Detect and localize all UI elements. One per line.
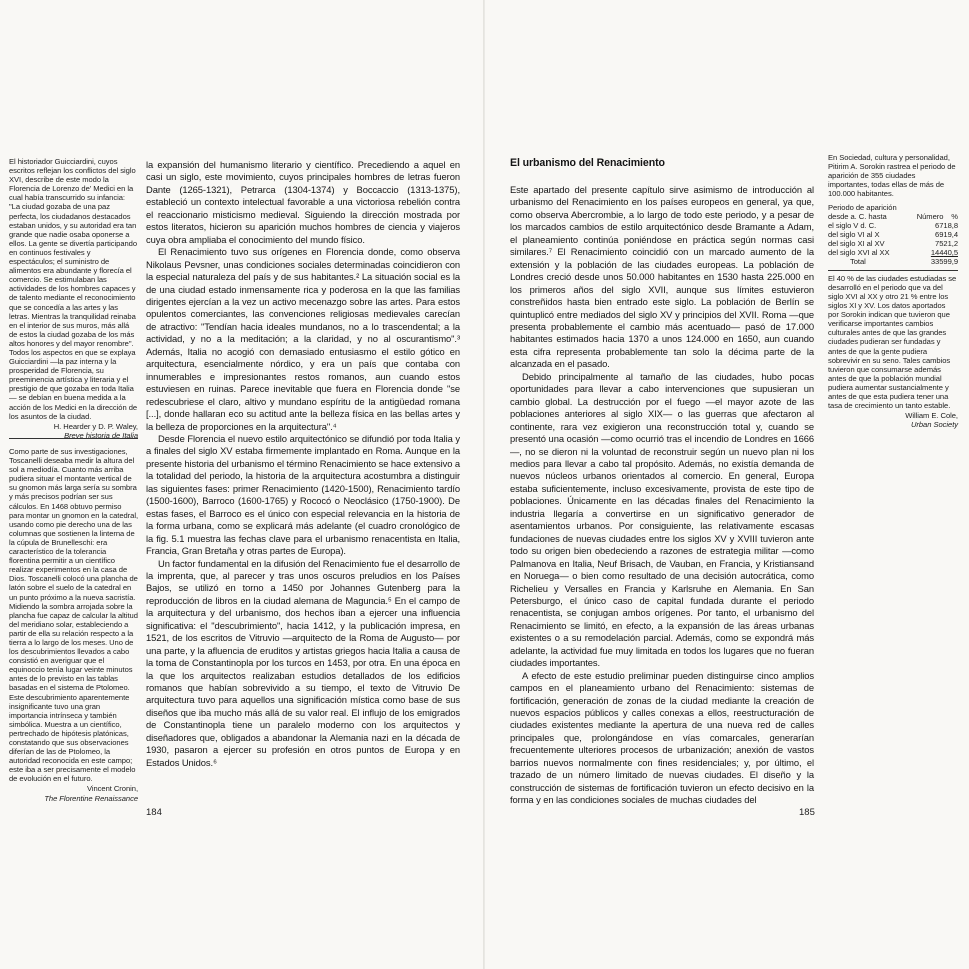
table-cell-number: 75: [935, 239, 944, 249]
cities-period-table: [828, 204, 958, 266]
attribution-author: William E. Cole,: [905, 411, 958, 421]
body-paragraph: la expansión del humanismo literario y científico. Precediendo a aquel en casi un siglo, este movimiento, cuyos principales hombres de letras fueron Dante (1265-1321), Petrarca (1304-1374) y Boccaccio (1313-1375), estableció un contexto intelectual favorable a una victoriosa rebelión contra el reaccionario misticismo medieval. Siguiendo la dirección mostrada por estos literatos, hicieron su aparición muchos hombres de ciencia y viajeros cuya obra ampliaba el conocimiento del mundo físico.: [146, 159, 460, 245]
table-header-period: Periodo de aparición desde a. C. hasta: [828, 203, 897, 222]
margin-note-text: El 40 % de las ciudades estudiadas se desarrolló en el periodo que va del siglo XVI al XX y otro 21 % entre los siglos XI y XV. Los datos aportados por Sorokin indican que tuvieron que verificarse importantes cambios culturales antes de que las grandes ciudades pudieran ser fundadas y antes de que la gente pudiera sobrevivir en su seno. Tales cambios tuvieron que consumarse además antes de que la población mundial pudiera aumentar sustancialmente y antes de que esta pudiera tener una tasa de crecimiento un tanto estable.: [828, 273, 957, 411]
table-total-number: 335: [930, 256, 944, 266]
table-cell-percent: 19,4: [943, 230, 958, 240]
right-main-text: [510, 157, 814, 807]
body-paragraph: El Renacimiento tuvo sus orígenes en Florencia donde, como observa Nikolaus Pevsner, unas condiciones sociales determinadas coincidieron con la especial naturaleza del país y de sus habitantes.² La situación social es la de una ciudad estado inmensamente rica y poderosa en la que las familias dirigentes ejercían a la vez un activo mecenazgo sobre las artes. Para estos opulentos comerciantes, las convenciones religiosas medievales carecían de atractivo: "Tendían hacia ideales mundanos, no a lo trascendental; a la actividad, y no a la meditación; a la claridad, y no al oscurantismo".³ Además, Italia no acogió con demasiado entusiasmo el estilo gótico en arquitectura, esencialmente nórdico, y era un país que contaba con innumerables e impresionantes restos romanos, aun cuando estos estuviesen en ruinas. Parece inevitable que fuera en Florencia donde "se redescubriese el claro, altivo y mundano espíritu de la antigüedad romana [...], donde hallaran eco su actitud ante la belleza física en las bellas artes y la belleza de proporciones en la arquitectura".⁴: [146, 246, 460, 432]
margin-note-divider: [828, 270, 958, 271]
table-cell-number: 69: [935, 230, 944, 240]
attribution-author: H. Hearder y D. P. Waley,: [53, 421, 138, 431]
body-paragraph: Un factor fundamental en la difusión del Renacimiento fue el desarrollo de la imprenta, que, al parecer y tras unos oscuros preludios en los Países Bajos, se utilizó en torno a 1450 por Johannes Gutenberg para la reproducción de libros en la ciudad alemana de Maguncia.⁵ En el campo de la arquitectura y del urbanismo, dos hechos iban a ejercer una influencia significativa: el "descubrimiento", hacia 1412, y la publicación impresa, en 1521, de los escritos de Vitruvio —arquitecto de la Roma de Augusto— por una parte, y la afluencia de eruditos y artistas griegos hacia Italia a causa de la toma de Constantinopla por los turcos en 1453, por otra. En una época en la que los arquitectos realizaban estudios detallados de los edificios romanos que habían sobrevivido a su tiempo, el texto de Vitruvio De arquitectura tuvo para aquellos una significación mística como base de sus diseños que iba mucho más allá de su valor real. El influjo de los emigrados de Constantinopla tiene un paralelo moderno con los arquitectos y diseñadores que, obligados a abandonar la Alemania nazi en la década de 1930, pasaron a ejercer su profesión en otros puntos de Europa y en Estados Unidos.⁶: [146, 557, 460, 768]
table-cell-period: del siglo XVI al XX: [828, 248, 890, 257]
margin-note-sorokin: [828, 153, 958, 429]
attribution-work: Urban Society: [910, 420, 958, 430]
body-paragraph: Este apartado del presente capítulo sirve asimismo de introducción al urbanismo del Renacimiento en los países europeos en general, ya que, como observa Abercrombie, a lo largo de todo este periodo, y a pesar de los marcados cambios de estilo arquitectónico desde Bramante a Adam, el planeamiento continúa poniéndose en práctica según normas casi similares.⁷ El Renacimiento coincidió con un marcado aumento de la extensión y la población de las ciudades europeas. La población de Londres creció desde unos 50.000 habitantes en 1530 hasta 225.000 en los primeros años del siglo XVII, aunque sus límites estuvieron constreñidos hasta bien entrado este siglo. La población de Berlín se quintuplicó entre mediados del siglo XV y principios del XVII. Roma —que presenta probablemente el cambio más acentuado— pasó de 17.000 habitantes estimados hacia 1370 a unos 124.000 en 1650, aun cuando esta cifra representa probablemente tan solo la décima parte de la alcanzada en el pasado.: [510, 184, 814, 370]
table-header-number: Número: [916, 212, 944, 222]
table-total-row: [828, 258, 958, 267]
margin-note-intro: En Sociedad, cultura y personalidad, Pitirim A. Sorokin rastrea el periodo de aparición de 355 ciudades importantes, todas ellas de más de 100.000 habitantes.: [828, 153, 956, 199]
margin-note-guicciardini: [9, 157, 138, 440]
table-total-percent: 99,9: [943, 256, 958, 266]
body-paragraph: Debido principalmente al tamaño de las ciudades, hubo pocas oportunidades para llevar a cabo intervenciones que supusieran un cambio global. La destrucción por el fuego —el mayor azote de las poblaciones anteriores al siglo XIX— o las guerras que afectaron al continente, rara vez exigieron una reconstrucción total y, cuando se presentó una ocasión —como ocurrió tras el incendio de Londres en 1666—, no se dieron ni la voluntad de reconstruir según un nuevo plan ni los medios para llevar a cabo tal propósito. Además, no existía demanda de nuevos núcleos urbanos orientados al comercio. En general, Europa estaba suficientemente, incluso excesivamente, provista de este tipo de poblaciones. Únicamente en las décadas finales del Renacimiento la industria llegaría a convertirse en un significativo generador de asentamientos urbanos. Por consiguiente, las relativamente escasas fundaciones de nuevas ciudades entre los siglos XV y XVIII tuvieron ante todo su origen bien obedeciendo a razones de estrategia militar —como Palmanova en Italia, Neuf Brisach, de Vauban, en Francia, y Kristiansand en Noruega— o bien como resultado de una decisión autocrática, como Richelieu y Versalles en Francia y Karlsruhe en Alemania. En San Petersburgo, el único caso de capital fundada durante el periodo renacentista, se conjugan ambos orígenes. Por tanto, el urbanismo del Renacimiento se limitó, en efecto, a la expansión de las áreas urbanas existentes o a su remodelación parcial. Además, como se expondrá más adelante, la actividad fue muy limitada en todos los lugares que no fueran ciudades importantes.: [510, 370, 814, 669]
attribution-work: The Florentine Renaissance: [44, 793, 138, 803]
attribution-author: Vincent Cronin,: [86, 784, 138, 794]
page-number: 185: [799, 807, 815, 818]
table-cell-period: del siglo XI al XV: [828, 239, 885, 249]
table-cell-percent: 18,8: [943, 221, 958, 231]
table-cell-period: el siglo V d. C.: [828, 221, 877, 231]
table-total-label: Total: [850, 256, 866, 266]
margin-note-toscanelli: [9, 447, 138, 803]
table-cell-number: 144: [930, 248, 944, 257]
margin-note-text: El historiador Guicciardini, cuyos escritos reflejan los conflictos del siglo XVI, describe de este modo la Florencia de Lorenzo de' Medici en la cual había transcurrido su infancia: "La ciudad gozaba de una paz perfecta, los ciudadanos destacados estaban unidos, y su autoridad era tan grande que nadie osaba oponerse a ellos. La gente se divertía participando en continuos festivales y espectáculos; el suministro de alimentos era abundante y florecía el comercio. Se estimulaban las actividades de los hombres capaces y de talento mediante el reconocimiento que se concedía a las artes y las letras. Mientras la tranquilidad reinaba en el interior de sus muros, más allá de estos la ciudad gozaba de los más altos honores y del mayor renombre". Todos los aspectos en que se explaya Guicciardini —la paz interna y la prosperidad de Florencia, su preeminencia artística y literaria y el prestigio de que gozaba en toda Italia— se debían en buena medida a la acción de los Medici en la dirección de los asuntos de la ciudad.: [9, 157, 138, 421]
right-page: [485, 0, 969, 969]
section-heading: El urbanismo del Renacimiento: [510, 157, 665, 169]
body-paragraph: A efecto de este estudio preliminar pueden distinguirse cinco amplios campos en el planeamiento urbano del Renacimiento: sistemas de fortificación, generación de zonas de la ciudad mediante la creación de nuevos espacios públicos y calles conexas a ellos, reestructuración de ciudades existentes mediante la apertura de una nueva red de calles principales que, prolongándose en vías comarcales, generarían frecuentemente ulteriores procesos de urbanización; anexión de vastos barrios nuevos normalmente con fines residenciales; y, por último, el trazado de un número limitado de nuevas ciudades. El diseño y la construcción de sistemas de fortificación tuvieron un efecto decisivo en la forma y en las condiciones sociales de muchas ciudades del: [510, 669, 814, 806]
table-cell-percent: 21,2: [943, 239, 958, 249]
table-cell-period: del siglo VI al X: [828, 230, 880, 240]
margin-note-text: Como parte de sus investigaciones, Toscanelli deseaba medir la altura del sol a mediodía. Cuanto más arriba pudiera situar el montante vertical de su gnomon más larga sería su sombra y más precisos podrían ser sus cálculos. En 1468 obtuvo permiso para montar un gnomon en la catedral, usando como pie derecho una de las columnas que sostienen la linterna de la cúpula de Brunelleschi: era característico de la tolerancia florentina permitir a un científico realizar experimentos en la casa de Dios. Toscanelli colocó una plancha de latón sobre el suelo de la catedral en un punto próximo a la nueva sacristía. Midiendo la sombra arrojada sobre la plancha fue capaz de calcular la altitud del meridiano solar, estableciendo a partir de ella su relación respecto a la tierra a lo largo de los meses. Uno de los descubrimientos llevados a cabo consistió en averiguar que el equinoccio tenía lugar veinte minutos antes de lo previsto en las tablas basadas en el sistema de Ptolomeo. Este descubrimiento aparentemente insignificante tuvo una gran importancia intrínseca y también simbólica. Muestra a un científico, pertrechado de hipótesis platónicas, constatando que sus observaciones diferían de las de Ptolomeo, la autoridad reconocida en este campo; este iba a ser precisamente el modelo de evolución en el futuro.: [9, 447, 139, 784]
page-number: 184: [146, 807, 162, 818]
margin-note-attribution: [9, 784, 138, 802]
margin-note-attribution: [828, 411, 958, 429]
attribution-work: Breve historia de Italia: [64, 430, 138, 440]
margin-note-divider: [9, 438, 138, 439]
table-cell-percent: 40,5: [943, 248, 958, 257]
left-page: [0, 0, 484, 969]
body-paragraph: Desde Florencia el nuevo estilo arquitectónico se difundió por toda Italia y a finales del siglo XV estaba firmemente implantado en Roma. Aunque en la presente historia del urbanismo el término Renacimiento se hace extensivo a la totalidad del periodo, la historia de la arquitectura acostumbra a distinguir las siguientes fases: primer Renacimiento (1420-1500), Renacimiento tardío (1500-1600), Barroco (1600-1765) y Rococó o Neoclásico (1750-1900). De estas fases, el Barroco es el único con especial relevancia en la historia de la forma urbana, como se explicará más adelante (el cuadro cronológico de la fig. 5.1 muestra las fechas clave para el urbanismo renacentista en Italia, Francia, Gran Bretaña y otras partes de Europa).: [146, 432, 460, 557]
table-cell-number: 67: [935, 221, 944, 231]
table-header-percent: %: [951, 212, 958, 222]
table-header-row: [828, 204, 958, 222]
left-main-text: [146, 159, 460, 769]
